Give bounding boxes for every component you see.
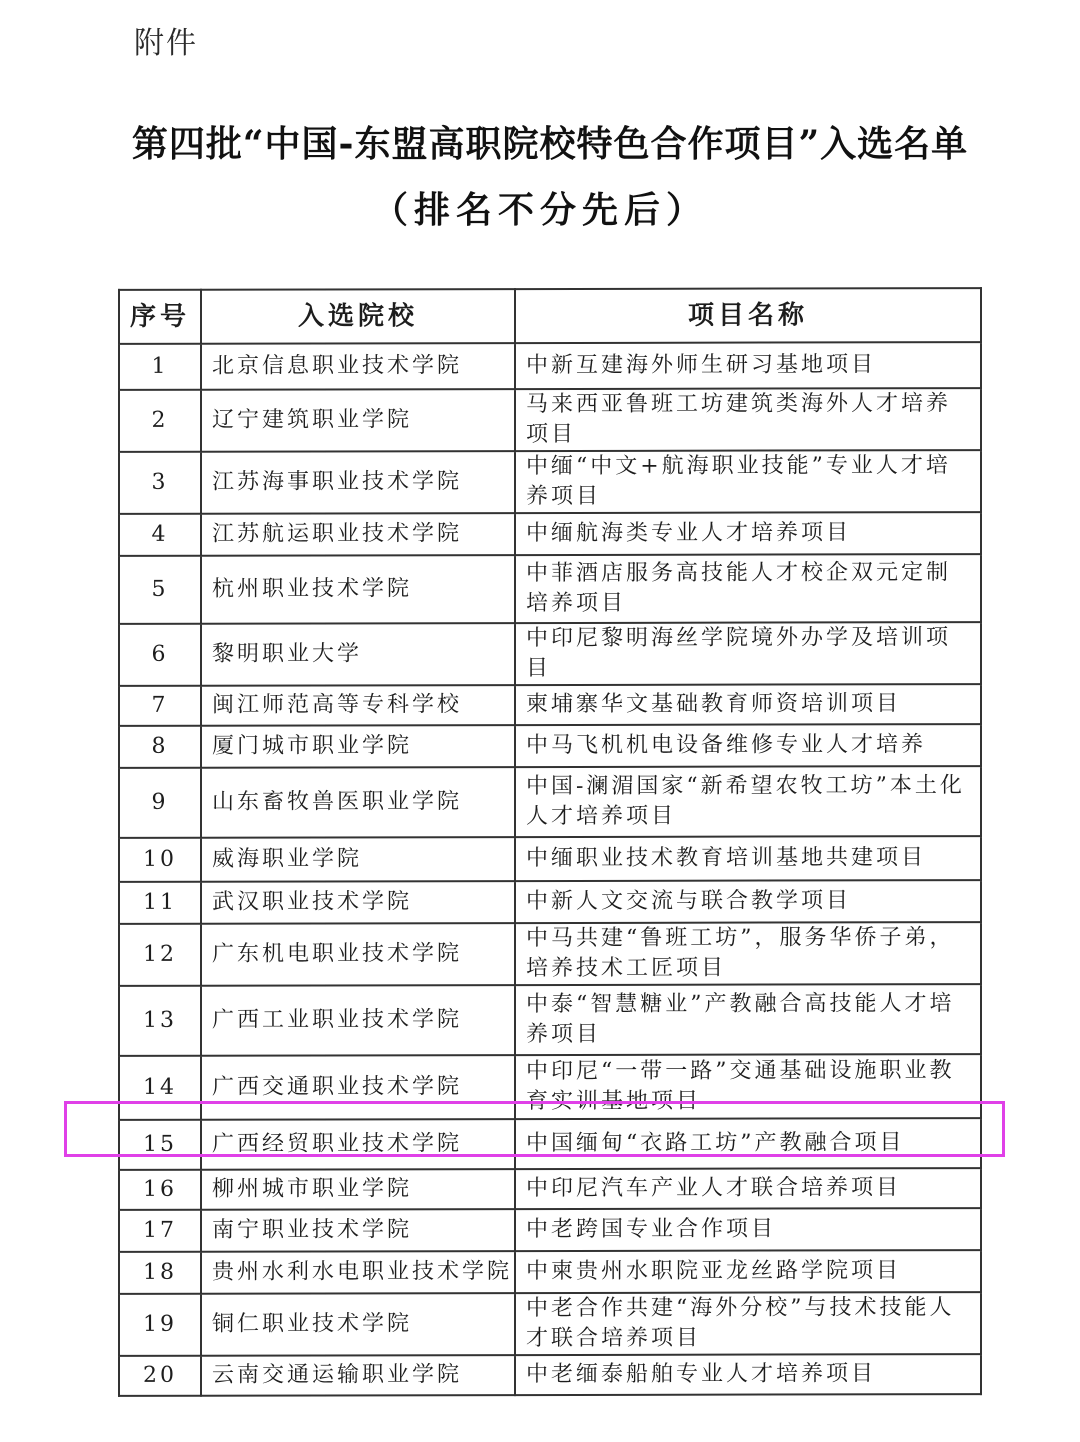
row-school: 威海职业学院 bbox=[201, 837, 515, 882]
row-project: 柬埔寨华文基础教育师资培训项目 bbox=[515, 684, 981, 725]
row-project: 中泰“智慧糖业”产教融合高技能人才培养项目 bbox=[515, 984, 981, 1055]
table-row bbox=[119, 388, 981, 452]
row-project: 中菲酒店服务高技能人才校企双元定制培养项目 bbox=[515, 554, 981, 623]
row-project: 中印尼黎明海丝学院境外办学及培训项目 bbox=[515, 622, 981, 685]
row-number: 19 bbox=[119, 1294, 201, 1356]
row-project: 中新互建海外师生研习基地项目 bbox=[515, 342, 981, 389]
row-school: 贵州水利水电职业技术学院 bbox=[201, 1251, 515, 1294]
row-number: 4 bbox=[119, 514, 201, 556]
row-project: 中柬贵州水职院亚龙丝路学院项目 bbox=[515, 1250, 981, 1293]
row-project: 中老合作共建“海外分校”与技术技能人才联合培养项目 bbox=[515, 1292, 981, 1355]
row-project: 中缅航海类专业人才培养项目 bbox=[515, 512, 981, 555]
row-school: 广西工业职业技术学院 bbox=[201, 985, 515, 1056]
row-number: 16 bbox=[119, 1170, 201, 1210]
table-row bbox=[119, 724, 981, 768]
row-school: 厦门城市职业学院 bbox=[201, 725, 515, 768]
row-project: 中缅职业技术教育培训基地共建项目 bbox=[515, 836, 981, 881]
row-project: 中老跨国专业合作项目 bbox=[515, 1208, 981, 1251]
row-number: 1 bbox=[119, 344, 201, 390]
table-row bbox=[119, 342, 981, 390]
row-number: 13 bbox=[119, 986, 201, 1056]
row-number: 15 bbox=[119, 1120, 201, 1170]
table-row bbox=[119, 766, 981, 838]
table-row bbox=[119, 1292, 981, 1356]
row-school: 杭州职业技术学院 bbox=[201, 555, 515, 624]
selection-table bbox=[118, 287, 982, 1397]
table-row bbox=[119, 554, 981, 624]
row-project: 中缅“中文+航海职业技能”专业人才培养项目 bbox=[515, 450, 981, 513]
document-title: 第四批“中国-东盟高职院校特色合作项目”入选名单 bbox=[131, 123, 969, 165]
row-project: 中印尼“一带一路”交通基础设施职业教育实训基地项目 bbox=[515, 1054, 981, 1119]
row-project: 中国缅甸“衣路工坊”产教融合项目 bbox=[515, 1118, 981, 1169]
row-project: 中马飞机机电设备维修专业人才培养 bbox=[515, 724, 981, 767]
row-school: 黎明职业大学 bbox=[201, 623, 515, 686]
row-school: 广东机电职业技术学院 bbox=[201, 923, 515, 986]
highlight-box bbox=[64, 1101, 1005, 1157]
table-row bbox=[119, 622, 981, 686]
row-number: 3 bbox=[119, 452, 201, 514]
row-number: 2 bbox=[119, 390, 201, 452]
row-number: 14 bbox=[119, 1056, 201, 1120]
row-number: 8 bbox=[119, 726, 201, 768]
row-project: 中印尼汽车产业人才联合培养项目 bbox=[515, 1168, 981, 1209]
row-number: 12 bbox=[119, 924, 201, 986]
header-project: 项目名称 bbox=[515, 288, 981, 343]
row-school: 南宁职业技术学院 bbox=[201, 1209, 515, 1252]
row-number: 18 bbox=[119, 1252, 201, 1294]
row-school: 广西交通职业技术学院 bbox=[201, 1055, 515, 1120]
row-school: 山东畜牧兽医职业学院 bbox=[201, 767, 515, 838]
row-school: 柳州城市职业学院 bbox=[201, 1169, 515, 1210]
row-number: 7 bbox=[119, 686, 201, 726]
table-row bbox=[119, 922, 981, 986]
row-project: 中马共建“鲁班工坊”，服务华侨子弟，培养技术工匠项目 bbox=[515, 922, 981, 985]
row-school: 辽宁建筑职业学院 bbox=[201, 389, 515, 452]
table-row bbox=[119, 684, 981, 726]
row-school: 云南交通运输职业学院 bbox=[201, 1355, 515, 1396]
row-number: 10 bbox=[119, 838, 201, 882]
row-number: 17 bbox=[119, 1210, 201, 1252]
row-project: 马来西亚鲁班工坊建筑类海外人才培养项目 bbox=[515, 388, 981, 451]
row-project: 中新人文交流与联合教学项目 bbox=[515, 880, 981, 923]
row-project: 中国-澜湄国家“新希望农牧工坊”本土化人才培养项目 bbox=[515, 766, 981, 837]
row-school: 北京信息职业技术学院 bbox=[201, 343, 515, 390]
table-row bbox=[119, 984, 981, 1056]
row-school: 江苏海事职业技术学院 bbox=[201, 451, 515, 514]
table-row bbox=[119, 1250, 981, 1294]
row-number: 5 bbox=[119, 556, 201, 624]
table-row bbox=[119, 880, 981, 924]
header-school: 入选院校 bbox=[201, 289, 515, 344]
document-subtitle: （排名不分先后） bbox=[371, 189, 708, 231]
table-body bbox=[119, 342, 981, 1396]
row-number: 9 bbox=[119, 768, 201, 838]
row-school: 武汉职业技术学院 bbox=[201, 881, 515, 924]
table-row bbox=[119, 1168, 981, 1210]
table-row bbox=[119, 450, 981, 514]
row-school: 江苏航运职业技术学院 bbox=[201, 513, 515, 556]
table-row bbox=[119, 1354, 981, 1396]
table-row bbox=[119, 836, 981, 882]
row-number: 20 bbox=[119, 1356, 201, 1396]
table-row bbox=[119, 1208, 981, 1252]
table-header-row bbox=[119, 288, 981, 344]
header-no: 序号 bbox=[119, 290, 201, 344]
attachment-label: 附件 bbox=[134, 26, 198, 61]
table-row bbox=[119, 512, 981, 556]
row-school: 铜仁职业技术学院 bbox=[201, 1293, 515, 1356]
row-number: 11 bbox=[119, 882, 201, 924]
row-school: 闽江师范高等专科学校 bbox=[201, 685, 515, 726]
row-number: 6 bbox=[119, 624, 201, 686]
row-project: 中老缅泰船舶专业人才培养项目 bbox=[515, 1354, 981, 1395]
row-school: 广西经贸职业技术学院 bbox=[201, 1119, 515, 1170]
